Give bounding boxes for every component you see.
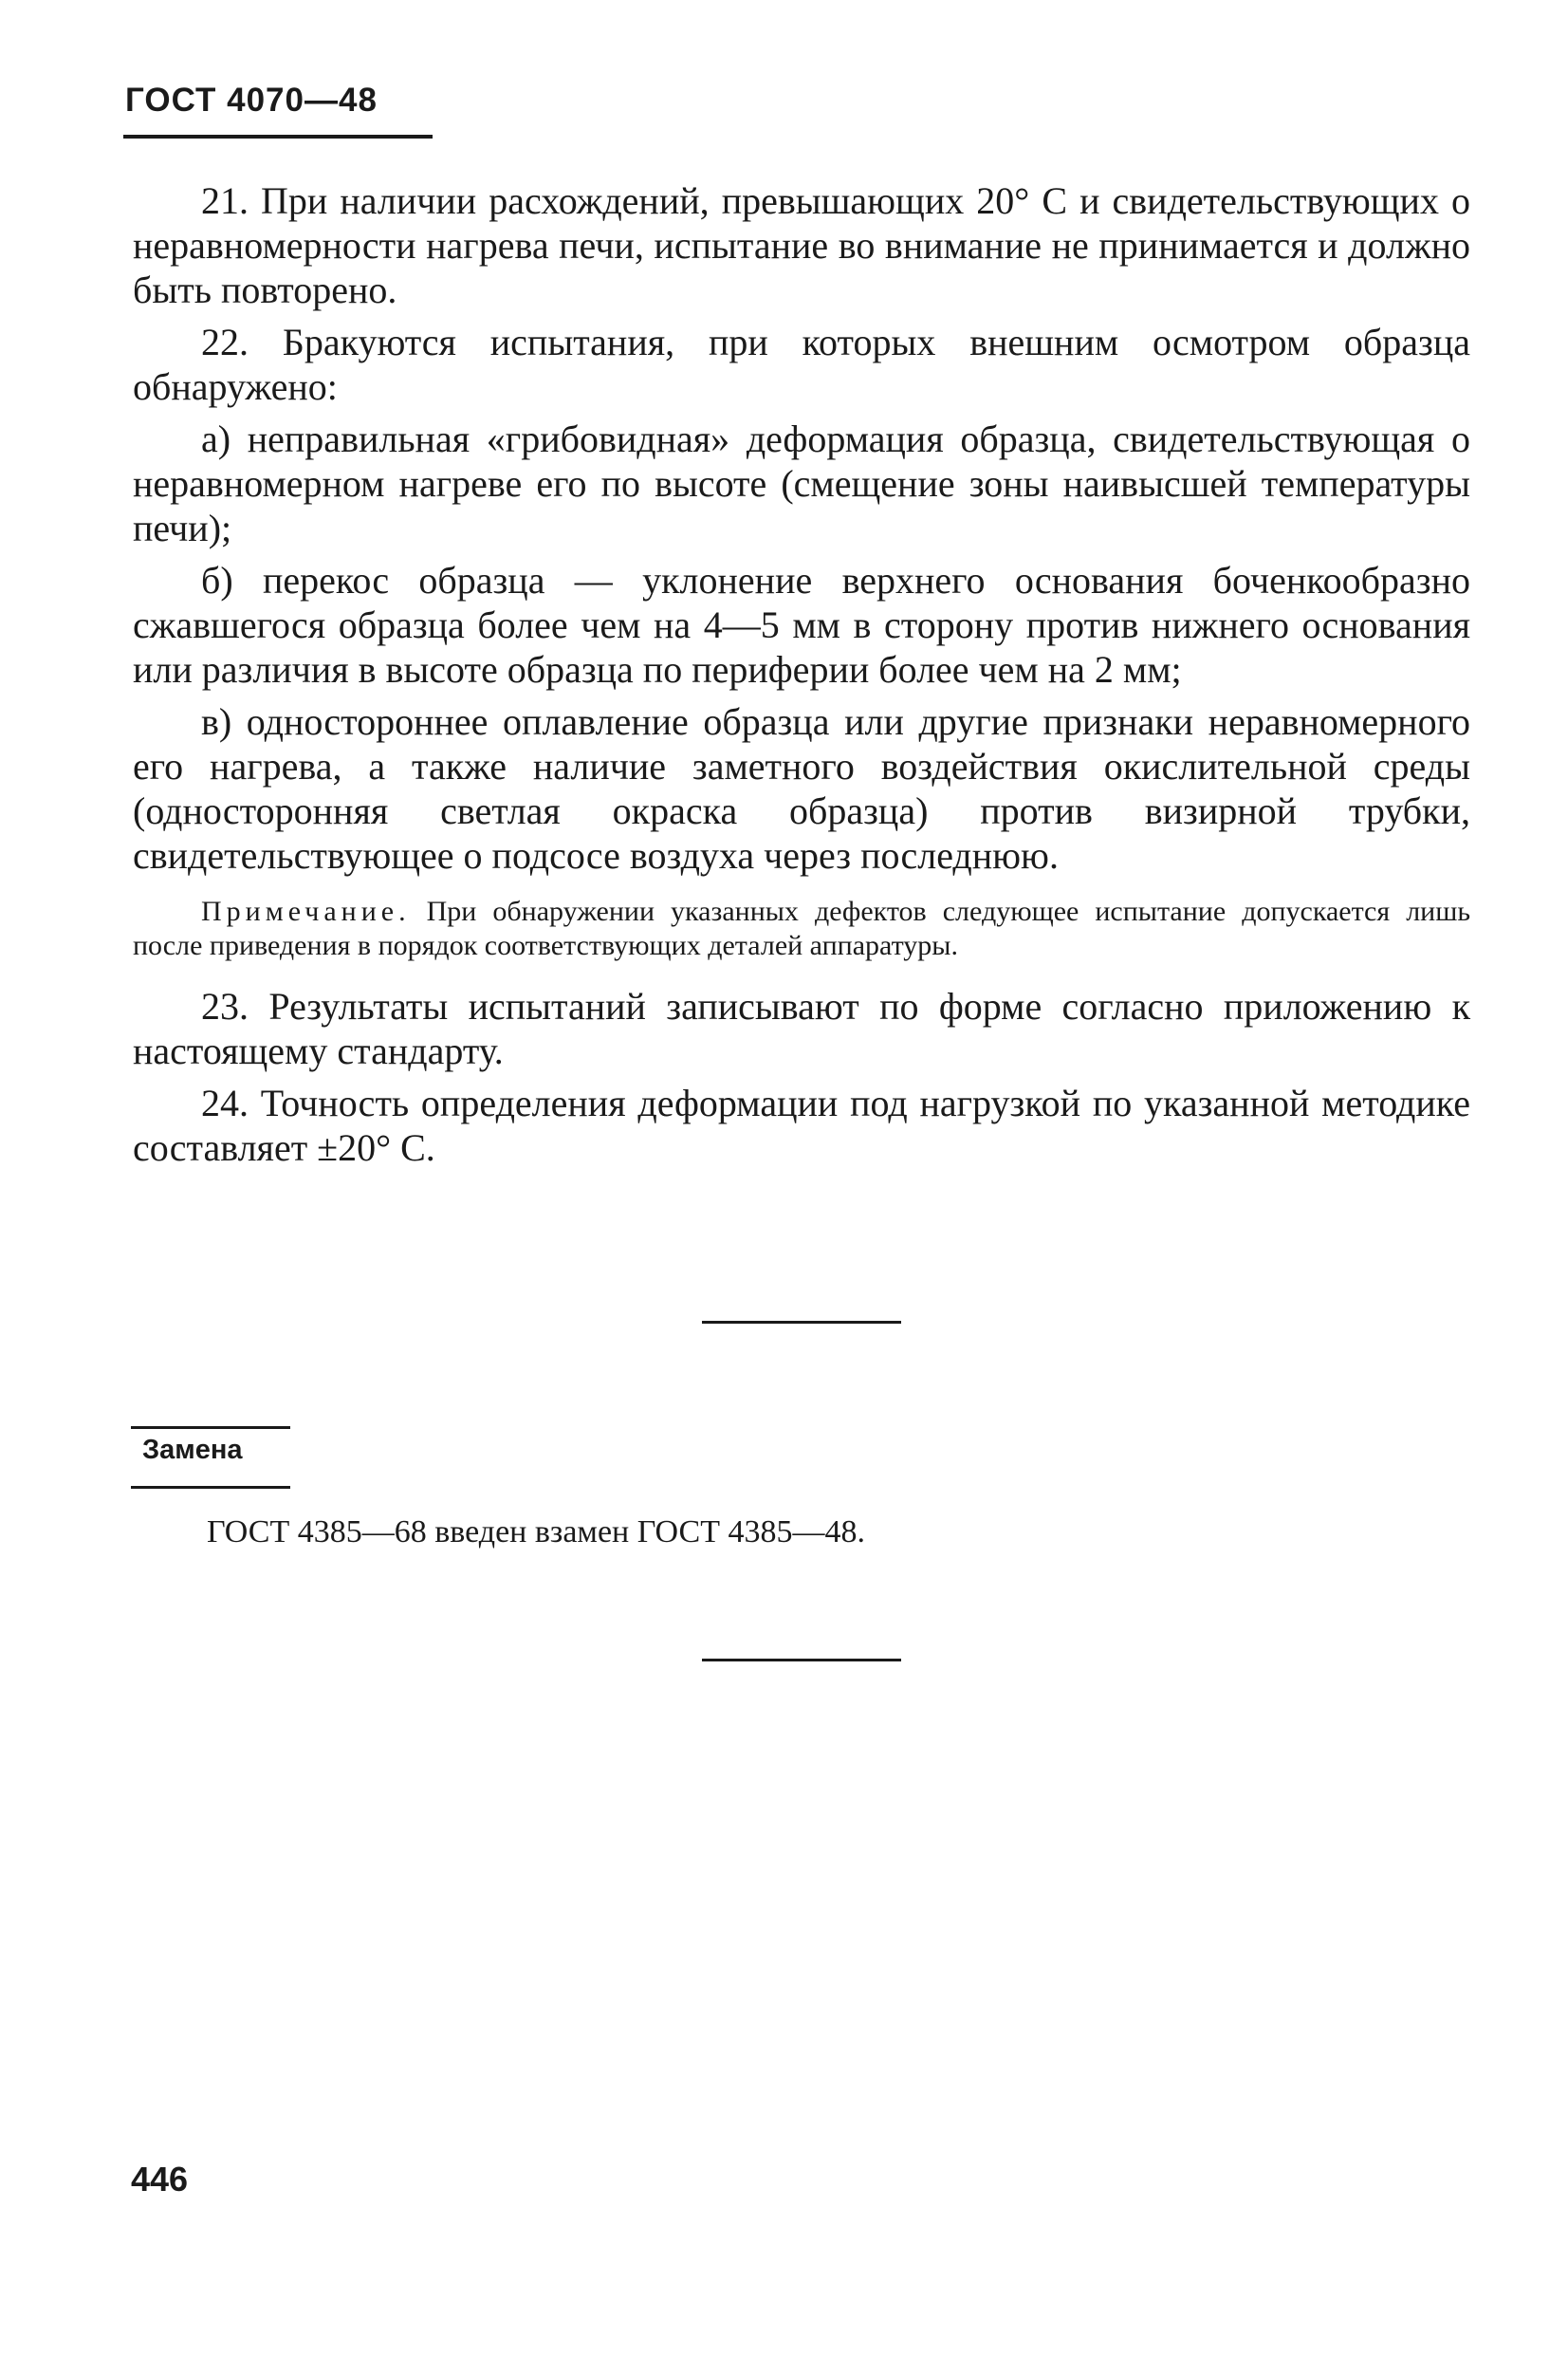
document-body [133,178,1470,1178]
paragraph-23: 23. Результаты испытаний записывают по форме согласно приложению к настоящему стандарту. [133,985,1470,1072]
paragraph-22: 22. Бракуются испытания, при которых внешним осмотром образца обнаружено: [133,321,1470,408]
header-underline [123,135,433,139]
zamena-rule-bottom [131,1486,290,1489]
paragraph-21: 21. При наличии расхождений, превышающих 20° С и свидетельствующих о неравномерности нагрева печи, испытание во внимание не принимается и должно быть повторено. [133,179,1470,311]
paragraph-22-c: в) одностороннее оплавление образца или другие признаки неравномерного его нагрева, а также наличие заметного воздействия окислительной среды (односторонняя светлая окраска образца) против визирной трубки, свидетельствующее о подсосе воздуха через последнюю. [133,700,1470,877]
zamena-text: ГОСТ 4385—68 введен взамен ГОСТ 4385—48. [207,1514,865,1549]
zamena-rule-top [131,1426,290,1429]
note-label: Примечание. [201,896,411,927]
section-separator-top [702,1321,901,1324]
paragraph-22-b: б) перекос образца — уклонение верхнего основания боченкообразно сжавшегося образца более чем на 4—5 мм в сторону против нижнего основания или различия в высоте образца по периферии более чем на 2 мм; [133,559,1470,691]
note-block [133,895,1470,963]
section-separator-bottom [702,1659,901,1661]
zamena-heading: Замена [142,1435,243,1465]
page-number: 446 [131,2160,189,2199]
paragraph-24: 24. Точность определения деформации под нагрузкой по указанной методике составляет ±20° С. [133,1082,1470,1169]
document-header-title: ГОСТ 4070—48 [125,82,378,119]
paragraph-22-a: а) неправильная «грибовидная» деформация образца, свидетельствующая о неравномерном нагреве его по высоте (смещение зоны наивысшей температуры печи); [133,417,1470,549]
note-text: При обнаружении указанных дефектов следующее испытание допускается лишь после приведения в порядок соответствующих деталей аппаратуры. [133,896,1471,961]
